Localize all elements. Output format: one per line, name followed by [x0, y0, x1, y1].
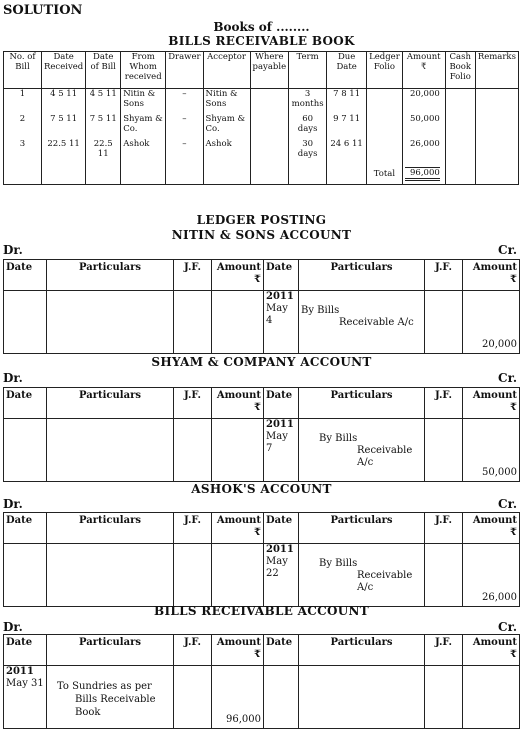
- shyam-company-account-table: [3, 387, 520, 482]
- cash-book-folio: [445, 89, 475, 115]
- col-date: Date: [4, 635, 47, 666]
- col-particulars: Particulars: [299, 260, 425, 291]
- dr-line2: Bills Receivable: [75, 694, 156, 705]
- where-payable: [250, 139, 289, 164]
- rupee-icon: ₹: [510, 274, 517, 285]
- dr-line1: To Sundries as per: [57, 681, 152, 692]
- ledger-header-row: [4, 635, 520, 666]
- brb-header-cell: Term: [289, 52, 327, 89]
- col-date: Date: [264, 260, 299, 291]
- brb-header-cell: Where payable: [250, 52, 289, 89]
- rupee-icon: ₹: [510, 402, 517, 413]
- col-particulars: Particulars: [47, 635, 174, 666]
- cr-label: Cr.: [498, 497, 517, 511]
- col-date: Date: [264, 388, 299, 419]
- amount: 26,000: [402, 139, 445, 164]
- cr-line2: Receivable A/c: [357, 445, 413, 468]
- cr-year: 2011: [266, 291, 294, 302]
- where-payable: [250, 114, 289, 139]
- nitin-sons-account-table: [3, 259, 520, 354]
- from-whom: Ashok: [121, 139, 166, 164]
- col-amount: [212, 388, 264, 419]
- remarks: [475, 89, 518, 115]
- account-title: NITIN & SONS ACCOUNT: [171, 228, 352, 242]
- col-particulars: Particulars: [299, 388, 425, 419]
- rupee-icon: ₹: [510, 527, 517, 538]
- bill-no: 2: [4, 114, 42, 139]
- col-amount-label: Amount: [216, 515, 261, 526]
- rupee-icon: ₹: [254, 527, 261, 538]
- col-amount-label: Amount: [472, 262, 517, 273]
- bills-receivable-account-table: [3, 634, 520, 729]
- cr-date-value: May 7: [266, 431, 288, 454]
- cr-particulars: [299, 291, 425, 354]
- from-whom: Shyam & Co.: [121, 114, 166, 139]
- col-particulars: Particulars: [299, 513, 425, 544]
- term: 3 months: [289, 89, 327, 115]
- cr-line1: By Bills: [301, 305, 340, 316]
- date-of-bill: 22.5 11: [86, 139, 121, 164]
- dr-year: 2011: [6, 666, 34, 677]
- rupee-icon: ₹: [510, 649, 517, 660]
- bills-receivable-book-table: [3, 51, 519, 185]
- total-amount: [402, 164, 445, 185]
- col-amount: [463, 388, 520, 419]
- due-date: 7 8 11: [327, 89, 367, 115]
- due-date: 24 6 11: [327, 139, 367, 164]
- table-row: [4, 139, 519, 164]
- ashok-account-table: [3, 512, 520, 607]
- date-of-bill: 4 5 11: [86, 89, 121, 115]
- ledger-folio: [367, 139, 403, 164]
- term: 30 days: [289, 139, 327, 164]
- amount: 50,000: [402, 114, 445, 139]
- brb-header-cell: Date of Bill: [86, 52, 121, 89]
- col-amount: [212, 635, 264, 666]
- term: 60 days: [289, 114, 327, 139]
- ledger-folio: [367, 89, 403, 115]
- account-title: BILLS RECEIVABLE ACCOUNT: [154, 604, 369, 618]
- brb-title: BILLS RECEIVABLE BOOK: [168, 34, 355, 48]
- ledger-header-row: [4, 260, 520, 291]
- brb-header-cell: Acceptor: [203, 52, 250, 89]
- col-jf: J.F.: [425, 513, 463, 544]
- brb-header-cell: Amount ₹: [402, 52, 445, 89]
- date-received: 22.5 11: [42, 139, 86, 164]
- col-amount: [212, 513, 264, 544]
- brb-header-cell: No. of Bill: [4, 52, 42, 89]
- cash-book-folio: [445, 114, 475, 139]
- amount: 20,000: [402, 89, 445, 115]
- rupee-icon: ₹: [254, 274, 261, 285]
- ledger-folio: [367, 114, 403, 139]
- books-title: Books of ........: [213, 20, 310, 34]
- date-received: 4 5 11: [42, 89, 86, 115]
- col-date: Date: [4, 388, 47, 419]
- brb-header-cell: Drawer: [166, 52, 203, 89]
- brb-header-cell: From Whom received: [121, 52, 166, 89]
- drawer: –: [166, 139, 203, 164]
- table-row: [4, 114, 519, 139]
- col-amount: [463, 260, 520, 291]
- acceptor: Nitin & Sons: [203, 89, 250, 115]
- due-date: 9 7 11: [327, 114, 367, 139]
- col-amount-label: Amount: [472, 515, 517, 526]
- remarks: [475, 114, 518, 139]
- brb-header-cell: Ledger Folio: [367, 52, 403, 89]
- bill-no: 3: [4, 139, 42, 164]
- solution-label: SOLUTION: [3, 3, 83, 18]
- cr-line1: By Bills: [319, 558, 358, 569]
- cr-year: 2011: [266, 419, 294, 430]
- cash-book-folio: [445, 139, 475, 164]
- col-amount-label: Amount: [216, 637, 261, 648]
- col-amount: [212, 260, 264, 291]
- from-whom: Nitin & Sons: [121, 89, 166, 115]
- cr-line2: Receivable A/c: [357, 570, 413, 593]
- acceptor: Shyam & Co.: [203, 114, 250, 139]
- col-jf: J.F.: [174, 635, 212, 666]
- table-row: [4, 89, 519, 115]
- acceptor: Ashok: [203, 139, 250, 164]
- dr-line3: Book: [75, 707, 101, 718]
- brb-header-cell: Due Date: [327, 52, 367, 89]
- brb-header-row: [4, 52, 519, 89]
- drawer: –: [166, 89, 203, 115]
- cr-date: [264, 544, 299, 607]
- cr-amount: 20,000: [463, 291, 520, 354]
- total-amount-value: 96,000: [405, 167, 440, 181]
- cr-particulars: [299, 419, 425, 482]
- table-row: [4, 544, 520, 607]
- date-of-bill: 7 5 11: [86, 114, 121, 139]
- cr-line2: Receivable A/c: [339, 317, 414, 328]
- col-amount-label: Amount: [216, 262, 261, 273]
- brb-header-cell: Cash Book Folio: [445, 52, 475, 89]
- table-row: [4, 419, 520, 482]
- cr-date-value: May 4: [266, 303, 288, 326]
- table-row: [4, 291, 520, 354]
- dr-label: Dr.: [3, 620, 23, 634]
- cr-line1: By Bills: [319, 433, 358, 444]
- cr-date-value: May 22: [266, 556, 288, 579]
- col-jf: J.F.: [174, 513, 212, 544]
- cr-particulars: [299, 544, 425, 607]
- table-row: [4, 666, 520, 729]
- col-date: Date: [264, 513, 299, 544]
- total-row: [4, 164, 519, 185]
- col-particulars: Particulars: [47, 260, 174, 291]
- col-jf: J.F.: [425, 635, 463, 666]
- col-particulars: Particulars: [47, 513, 174, 544]
- account-title: SHYAM & COMPANY ACCOUNT: [151, 355, 372, 369]
- cr-date: [264, 291, 299, 354]
- account-title: ASHOK'S ACCOUNT: [191, 482, 332, 496]
- col-particulars: Particulars: [299, 635, 425, 666]
- col-jf: J.F.: [174, 260, 212, 291]
- total-label: Total: [367, 164, 403, 185]
- brb-header-cell: Remarks: [475, 52, 518, 89]
- cr-amount: 50,000: [463, 419, 520, 482]
- rupee-icon: ₹: [254, 649, 261, 660]
- ledger-header-row: [4, 388, 520, 419]
- col-date: Date: [264, 635, 299, 666]
- cr-year: 2011: [266, 544, 294, 555]
- cr-label: Cr.: [498, 243, 517, 257]
- col-date: Date: [4, 260, 47, 291]
- ledger-posting-title: LEDGER POSTING: [196, 213, 327, 227]
- col-particulars: Particulars: [47, 388, 174, 419]
- col-jf: J.F.: [425, 260, 463, 291]
- col-amount-label: Amount: [472, 637, 517, 648]
- drawer: –: [166, 114, 203, 139]
- cr-label: Cr.: [498, 620, 517, 634]
- rupee-icon: ₹: [254, 402, 261, 413]
- bill-no: 1: [4, 89, 42, 115]
- date-received: 7 5 11: [42, 114, 86, 139]
- col-amount: [463, 513, 520, 544]
- col-jf: J.F.: [174, 388, 212, 419]
- dr-label: Dr.: [3, 243, 23, 257]
- brb-header-cell: Date Received: [42, 52, 86, 89]
- ledger-header-row: [4, 513, 520, 544]
- cr-label: Cr.: [498, 371, 517, 385]
- remarks: [475, 139, 518, 164]
- dr-label: Dr.: [3, 371, 23, 385]
- dr-particulars: [47, 666, 174, 729]
- col-date: Date: [4, 513, 47, 544]
- dr-date-value: May 31: [6, 678, 44, 689]
- dr-amount: 96,000: [212, 666, 264, 729]
- dr-date: [4, 666, 47, 729]
- col-jf: J.F.: [425, 388, 463, 419]
- col-amount: [463, 635, 520, 666]
- col-amount-label: Amount: [472, 390, 517, 401]
- cr-amount: 26,000: [463, 544, 520, 607]
- cr-date: [264, 419, 299, 482]
- where-payable: [250, 89, 289, 115]
- dr-label: Dr.: [3, 497, 23, 511]
- col-amount-label: Amount: [216, 390, 261, 401]
